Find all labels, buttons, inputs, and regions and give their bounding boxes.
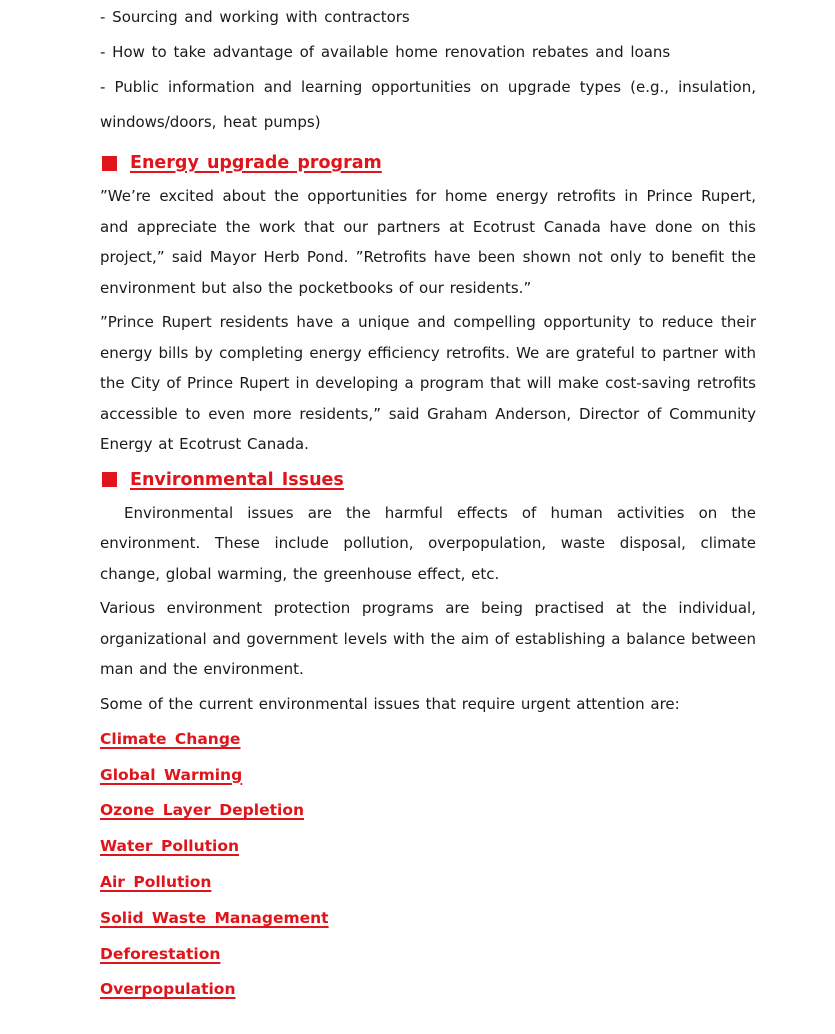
body-paragraph: Various environment protection programs are being practised at the individual, organizational and government levels with the aim of establishing a balance between man and the environment.	[100, 599, 756, 678]
body-paragraph: Environmental issues are the harmful effects of human activities on the environment. These include pollution, overpopulation, waste disposal, climate change, global warming, the greenhouse effect, etc.	[100, 503, 756, 583]
list-item	[100, 972, 756, 1008]
section-heading-text: Environmental Issues	[130, 469, 344, 490]
list-item	[100, 864, 756, 900]
section-heading-environment	[100, 462, 756, 498]
link-solid-waste-management[interactable]: Solid Waste Management	[100, 908, 329, 927]
body-paragraph: Some of the current environmental issues that require urgent attention are:	[100, 694, 680, 713]
bullet-item: - How to take advantage of available home renovation rebates and loans	[100, 43, 671, 61]
link-ozone-layer-depletion[interactable]: Ozone Layer Depletion	[100, 801, 305, 820]
list-item	[100, 721, 756, 757]
issue-link-list	[100, 721, 756, 1007]
link-global-warming[interactable]: Global Warming	[100, 765, 243, 784]
bullet-item: - Public information and learning opportunities on upgrade types (e.g., insulation, windows/doors, heat pumps)	[100, 78, 756, 131]
list-item	[100, 828, 756, 864]
list-item	[100, 936, 756, 972]
link-air-pollution[interactable]: Air Pollution	[100, 873, 212, 892]
section-heading-text: Energy upgrade program	[130, 153, 382, 173]
link-overpopulation[interactable]: Overpopulation	[100, 980, 236, 999]
bullet-item: - Sourcing and working with contractors	[100, 8, 410, 26]
link-climate-change[interactable]: Climate Change	[100, 729, 241, 748]
document-page	[100, 0, 756, 1007]
list-item	[100, 900, 756, 936]
bullet-list	[100, 0, 756, 140]
link-deforestation[interactable]: Deforestation	[100, 944, 221, 963]
quote-paragraph: ”We’re excited about the opportunities for home energy retrofits in Prince Rupert, and appreciate the work that our partners at Ecotrust Canada have done on this project,” said Mayor Herb Pond. ”Retrofits have been shown not only to benefit the environment but also the pocketbooks of our residents.”	[100, 187, 756, 297]
list-item	[100, 757, 756, 793]
red-square-icon	[102, 472, 117, 487]
list-item	[100, 793, 756, 829]
link-water-pollution[interactable]: Water Pollution	[100, 837, 240, 856]
quote-paragraph: ”Prince Rupert residents have a unique and compelling opportunity to reduce their energy bills by completing energy efficiency retrofits. We are grateful to partner with the City of Prince Rupert in developing a program that will make cost-saving retrofits accessible to even more residents,” said Graham Anderson, Director of Community Energy at Ecotrust Canada.	[100, 313, 756, 453]
red-square-icon	[102, 156, 117, 171]
section-heading-energy	[100, 145, 756, 181]
